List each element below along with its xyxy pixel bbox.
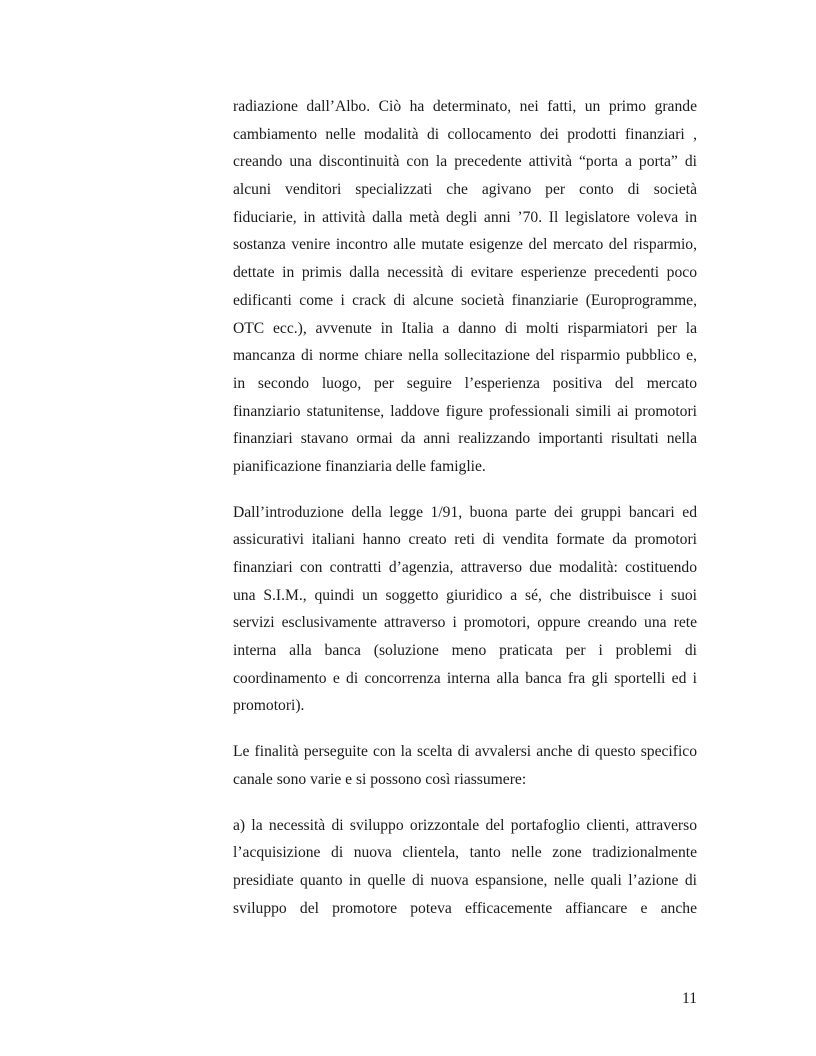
text-line: radiazione dall’Albo. Ciò ha determinato, nei fatti, un primo grande <box>233 98 697 115</box>
text-line: sviluppo del promotore poteva efficacemente affiancare e anche <box>233 899 697 917</box>
text-line: presidiate quanto in quelle di nuova espansione, nelle quali l’azione di <box>233 871 697 889</box>
text-line: l’acquisizione di nuova clientela, tanto nelle zone tradizionalmente <box>233 844 697 862</box>
text-line: Dall’introduzione della legge 1/91, buona parte dei gruppi bancari ed <box>233 503 697 521</box>
text-line: servizi esclusivamente attraverso i promotori, oppure creando una rete <box>233 614 697 632</box>
paragraph-2 <box>233 499 697 721</box>
text-line: assicurativi italiani hanno creato reti di vendita formate da promotori <box>233 531 697 549</box>
paragraph-1 <box>233 93 697 481</box>
text-line: pianificazione finanziaria delle famiglie. <box>233 457 486 475</box>
text-line: promotori). <box>233 697 305 715</box>
text-line: una S.I.M., quindi un soggetto giuridico a sé, che distribuisce i suoi <box>233 586 697 604</box>
paragraph-3 <box>233 738 697 793</box>
text-line: OTC ecc.), avvenute in Italia a danno di molti risparmiatori per la <box>233 319 697 337</box>
text-line: alcuni venditori specializzati che agivano per conto di società <box>233 181 697 199</box>
paragraph-4 <box>233 812 697 923</box>
text-line: cambiamento nelle modalità di collocamento dei prodotti finanziari , <box>233 125 697 143</box>
text-line: fiduciarie, in attività dalla metà degli anni ’70. Il legislatore voleva in <box>233 208 697 226</box>
text-line: finanziari con contratti d’agenzia, attraverso due modalità: costituendo <box>233 559 697 576</box>
text-line: dettate in primis dalla necessità di evitare esperienze precedenti poco <box>233 264 697 282</box>
text-line: mancanza di norme chiare nella sollecitazione del risparmio pubblico e, <box>233 347 697 365</box>
text-line: interna alla banca (soluzione meno praticata per i problemi di <box>233 642 697 660</box>
text-line: creando una discontinuità con la precedente attività “porta a porta” di <box>233 153 697 171</box>
page-number: 11 <box>681 990 697 1007</box>
text-line: coordinamento e di concorrenza interna alla banca fra gli sportelli ed i <box>233 669 697 687</box>
text-line: canale sono varie e si possono così riassumere: <box>233 770 527 788</box>
text-line: finanziario statunitense, laddove figure professionali simili ai promotori <box>233 402 697 420</box>
text-line: finanziari stavano ormai da anni realizzando importanti risultati nella <box>233 430 697 448</box>
text-line: sostanza venire incontro alle mutate esigenze del mercato del risparmio, <box>233 236 697 254</box>
text-line: a) la necessità di sviluppo orizzontale del portafoglio clienti, attraverso <box>233 816 697 834</box>
text-line: in secondo luogo, per seguire l’esperienza positiva del mercato <box>233 374 697 392</box>
text-line: Le finalità perseguite con la scelta di avvalersi anche di questo specifico <box>233 743 697 761</box>
body-text <box>233 93 697 940</box>
text-line: edificanti come i crack di alcune società finanziarie (Europrogramme, <box>233 291 697 309</box>
